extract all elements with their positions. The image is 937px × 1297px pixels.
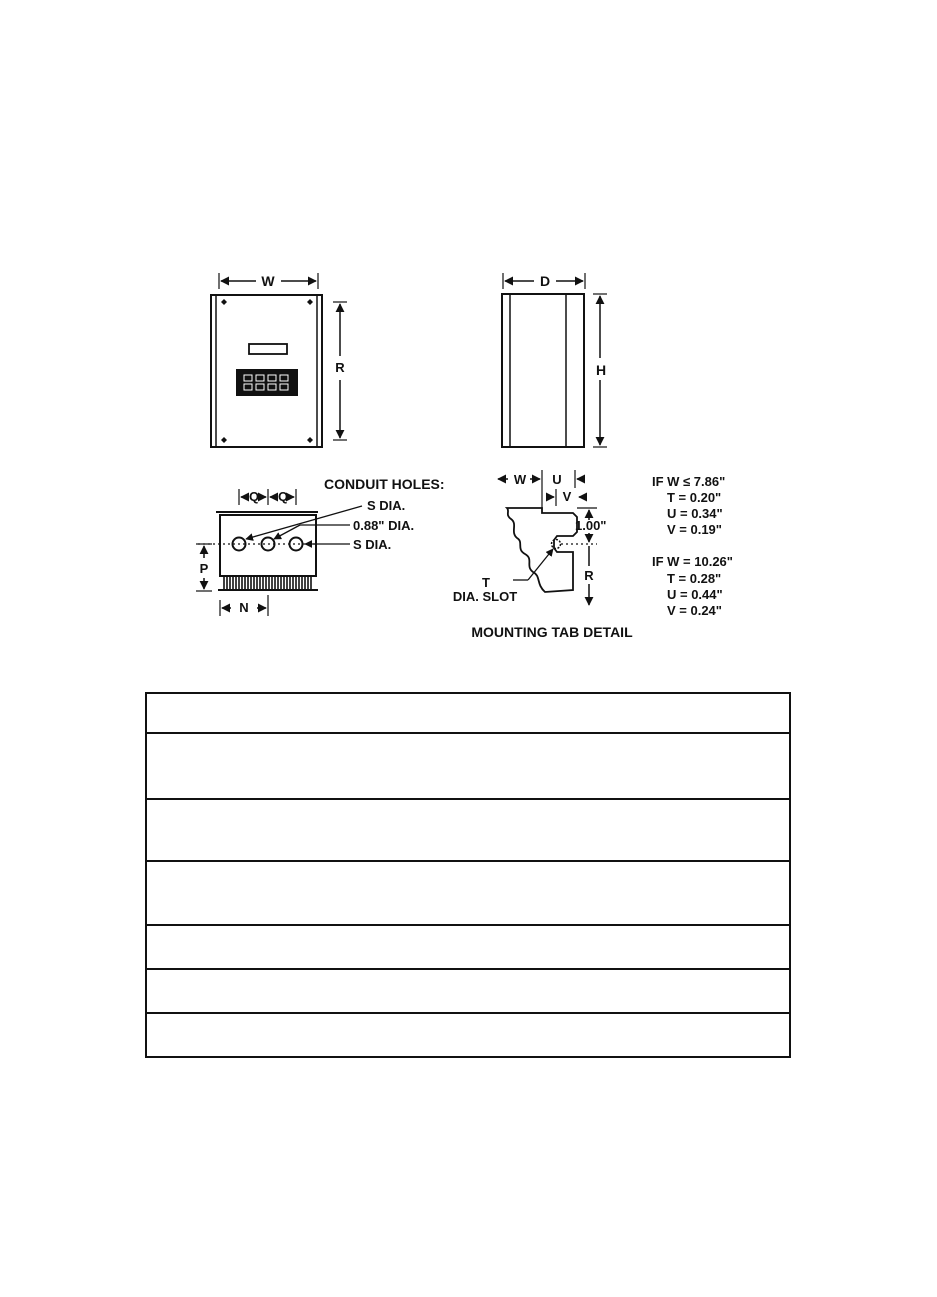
conduit-view bbox=[196, 489, 362, 616]
tab-slot-label-dia: DIA. SLOT bbox=[452, 589, 518, 604]
spec-block-2 bbox=[652, 554, 733, 618]
conduit-hole-right bbox=[290, 538, 303, 551]
side-depth-label: D bbox=[539, 273, 551, 289]
conduit-callout-088-dia: 0.88" DIA. bbox=[353, 518, 415, 533]
front-width-label: W bbox=[261, 273, 275, 289]
conduit-spacing-label-b: Q bbox=[277, 489, 289, 504]
spec-v-1: V = 0.19" bbox=[667, 522, 722, 537]
spec-condition-1: IF W ≤ 7.86" bbox=[652, 474, 726, 489]
conduit-title: CONDUIT HOLES: bbox=[324, 476, 445, 492]
mounting-tab-detail bbox=[498, 470, 597, 605]
tab-w-label: W bbox=[513, 472, 527, 487]
tab-detail-title: MOUNTING TAB DETAIL bbox=[471, 624, 633, 640]
conduit-height-label: P bbox=[199, 561, 209, 576]
side-view bbox=[502, 273, 607, 447]
table-row bbox=[146, 861, 790, 925]
conduit-callout-s-dia-bottom: S DIA. bbox=[353, 537, 392, 552]
table-row bbox=[146, 969, 790, 1013]
spec-t-1: T = 0.20" bbox=[667, 490, 722, 505]
conduit-callout-s-dia-top: S DIA. bbox=[367, 498, 406, 513]
table-row bbox=[146, 1013, 790, 1057]
tab-u-label: U bbox=[552, 472, 562, 487]
table-row bbox=[146, 925, 790, 969]
side-enclosure bbox=[502, 294, 584, 447]
spec-u-2: U = 0.44" bbox=[667, 587, 723, 602]
spec-v-2: V = 0.24" bbox=[667, 603, 722, 618]
dimension-table bbox=[145, 692, 791, 1058]
table-cell bbox=[146, 861, 790, 925]
table-row bbox=[146, 733, 790, 799]
spec-condition-2: IF W = 10.26" bbox=[652, 554, 733, 569]
table-cell bbox=[146, 693, 790, 733]
front-view bbox=[211, 273, 347, 447]
spec-u-1: U = 0.34" bbox=[667, 506, 723, 521]
spec-t-2: T = 0.28" bbox=[667, 571, 722, 586]
table-cell bbox=[146, 733, 790, 799]
tab-vertical-dim: 1.00" bbox=[575, 518, 607, 533]
table-cell bbox=[146, 969, 790, 1013]
tab-slot-label-t: T bbox=[482, 575, 490, 590]
tab-r-label: R bbox=[584, 568, 594, 583]
table-cell bbox=[146, 799, 790, 861]
front-keypad bbox=[236, 369, 298, 396]
side-height-label: H bbox=[595, 362, 607, 378]
front-height-label: R bbox=[335, 360, 345, 375]
front-label-window bbox=[249, 344, 287, 354]
table-cell bbox=[146, 925, 790, 969]
table-row bbox=[146, 693, 790, 733]
conduit-spacing-label-a: Q bbox=[248, 489, 260, 504]
spec-block-1 bbox=[652, 474, 725, 537]
conduit-offset-label: N bbox=[239, 600, 249, 615]
table-cell bbox=[146, 1013, 790, 1057]
table-row bbox=[146, 799, 790, 861]
tab-v-label: V bbox=[562, 489, 572, 504]
